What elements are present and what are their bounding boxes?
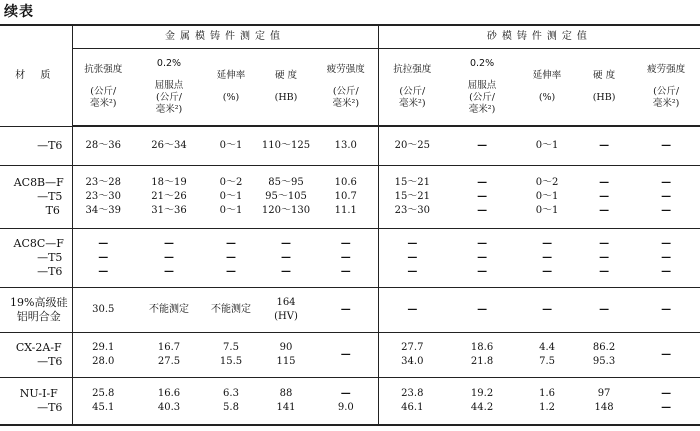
column-header-line: (公斤/ <box>90 86 117 97</box>
column-header-line: 0.2% <box>469 58 495 69</box>
material-name: —T6 <box>37 354 63 368</box>
value: 164 <box>276 296 296 308</box>
column-header-line: 硬 度 <box>274 70 298 81</box>
column-header-line: (公斤/ <box>156 92 182 103</box>
value: — <box>340 303 351 315</box>
value-cell <box>576 165 632 228</box>
value: — <box>340 387 351 399</box>
value: (HV) <box>274 310 298 322</box>
value: — <box>164 265 174 277</box>
column-header-line: 毫米²) <box>155 104 183 115</box>
column-header <box>378 49 446 127</box>
value: 23～30 <box>85 190 121 202</box>
value: 18～19 <box>151 176 187 188</box>
value: 46.1 <box>401 401 424 413</box>
column-header <box>72 49 134 127</box>
value: — <box>599 204 610 216</box>
value: 110～125 <box>261 139 311 151</box>
value: 25.8 <box>92 387 115 399</box>
column-header-line: 疲劳强度 <box>647 64 686 75</box>
value-cell <box>258 377 314 425</box>
material-name: NU-I-F <box>19 386 58 400</box>
table-row <box>0 126 700 165</box>
value: — <box>599 237 610 249</box>
value-cell <box>72 165 134 228</box>
column-header <box>518 49 576 127</box>
sand-mold-group-header: 砂模铸件测定值 <box>378 25 700 49</box>
value: 11.1 <box>334 204 357 216</box>
material-cell <box>0 126 72 165</box>
column-header <box>632 49 700 127</box>
value: 16.6 <box>157 387 181 399</box>
column-header-line: 屈服点 <box>467 80 497 91</box>
column-header-line: (%) <box>538 92 556 103</box>
material-name: —T6 <box>37 138 63 152</box>
value: — <box>281 237 291 249</box>
value: 23.8 <box>401 387 424 399</box>
value: — <box>599 265 610 277</box>
value-cell <box>258 165 314 228</box>
table-row <box>0 377 700 425</box>
value: — <box>281 251 291 263</box>
value: 20～25 <box>394 139 431 151</box>
value: 0～1 <box>219 204 243 216</box>
value: 16.7 <box>157 341 181 353</box>
value: — <box>477 303 488 315</box>
value-cell <box>378 332 446 377</box>
value-cell <box>378 377 446 425</box>
material-name: —T6 <box>37 400 63 414</box>
value: 29.1 <box>92 341 115 353</box>
value-cell <box>518 287 576 332</box>
value: 40.3 <box>157 401 181 413</box>
value-cell <box>576 377 632 425</box>
value: — <box>661 204 672 216</box>
value-cell <box>134 287 204 332</box>
value-cell <box>134 228 204 287</box>
value-cell <box>314 126 378 165</box>
value: — <box>477 251 488 263</box>
value: 28～36 <box>85 139 121 151</box>
value: 21.8 <box>470 355 494 367</box>
column-header-line: 屈服点 <box>154 80 184 91</box>
value: 不能测定 <box>211 303 251 315</box>
value-cell <box>632 287 700 332</box>
column-header-line: (公斤/ <box>469 92 496 103</box>
value: 21～26 <box>151 190 187 202</box>
material-cell <box>0 228 72 287</box>
material-name: 19%高级硅 <box>10 295 68 309</box>
value: 97 <box>597 387 611 399</box>
value-cell <box>134 165 204 228</box>
value: — <box>98 251 109 263</box>
value: — <box>477 139 488 151</box>
material-name: AC8B—F <box>13 175 64 189</box>
value-cell <box>632 332 700 377</box>
value: — <box>661 265 672 277</box>
value: — <box>661 190 672 202</box>
column-header-line: (公斤/ <box>653 86 680 97</box>
value-cell <box>576 126 632 165</box>
value-cell <box>446 377 518 425</box>
value-cell <box>258 332 314 377</box>
column-header <box>134 49 204 127</box>
value-cell <box>632 165 700 228</box>
value: 26～34 <box>151 139 187 151</box>
value: 31～36 <box>151 204 187 216</box>
value-cell <box>446 332 518 377</box>
value: — <box>542 237 553 249</box>
value: — <box>340 237 351 249</box>
value: 30.5 <box>92 303 115 315</box>
material-cell <box>0 377 72 425</box>
value: — <box>542 265 553 277</box>
value: — <box>340 251 351 263</box>
value-cell <box>314 228 378 287</box>
value: 10.6 <box>334 176 357 188</box>
value-cell <box>518 332 576 377</box>
value: 34.0 <box>401 355 424 367</box>
material-name: —T5 <box>37 189 63 203</box>
column-header <box>314 49 378 127</box>
value: 7.5 <box>539 355 556 367</box>
value-cell <box>576 287 632 332</box>
value: 23～28 <box>85 176 121 188</box>
column-header-line: 硬 度 <box>593 70 616 81</box>
table-row <box>0 332 700 377</box>
material-name: 铝明合金 <box>16 309 61 323</box>
value: 15～21 <box>394 190 431 202</box>
column-header-line: 抗拉强度 <box>393 64 432 75</box>
value-cell <box>134 377 204 425</box>
value: 19.2 <box>470 387 494 399</box>
value: — <box>226 265 236 277</box>
value-cell <box>314 165 378 228</box>
value: — <box>599 176 610 188</box>
material-name: T6 <box>45 203 60 217</box>
value-cell <box>378 126 446 165</box>
value: — <box>477 190 488 202</box>
value: 5.8 <box>223 401 239 413</box>
value: — <box>340 265 351 277</box>
value-cell <box>518 377 576 425</box>
value: — <box>226 251 236 263</box>
value: — <box>599 303 610 315</box>
value: 4.4 <box>539 341 556 353</box>
column-header-line: (%) <box>222 92 240 103</box>
value-cell <box>518 126 576 165</box>
value: 7.5 <box>223 341 239 353</box>
value-cell <box>576 332 632 377</box>
value-cell <box>258 287 314 332</box>
value: 28.0 <box>92 355 115 367</box>
value-cell <box>204 126 258 165</box>
value: 148 <box>594 401 614 413</box>
value-cell <box>72 126 134 165</box>
column-header <box>204 49 258 127</box>
value: — <box>661 387 672 399</box>
value-cell <box>378 287 446 332</box>
material-header: 材 质 <box>0 25 72 126</box>
value: 9.0 <box>337 401 354 413</box>
value: — <box>542 251 553 263</box>
value: 10.7 <box>334 190 357 202</box>
value-cell <box>72 228 134 287</box>
value-cell <box>72 377 134 425</box>
value-cell <box>378 165 446 228</box>
value: 0～2 <box>535 176 559 188</box>
value: 44.2 <box>470 401 494 413</box>
value: — <box>661 348 672 360</box>
value: 45.1 <box>92 401 115 413</box>
value: 0～1 <box>535 139 559 151</box>
value-cell <box>258 126 314 165</box>
value: — <box>407 251 418 263</box>
value-cell <box>446 126 518 165</box>
value: 88 <box>279 387 293 399</box>
column-header-line: (公斤/ <box>332 86 359 97</box>
value: — <box>477 265 488 277</box>
value: — <box>599 190 610 202</box>
value: — <box>281 265 291 277</box>
column-header <box>446 49 518 127</box>
value: 0～2 <box>219 176 243 188</box>
value: — <box>599 251 610 263</box>
value-cell <box>632 377 700 425</box>
value-cell <box>72 287 134 332</box>
value: — <box>407 265 418 277</box>
column-header-line: (HB) <box>274 92 298 103</box>
value: 0～1 <box>535 190 559 202</box>
column-header-line: 延伸率 <box>532 70 562 81</box>
value-cell <box>204 332 258 377</box>
value: — <box>340 348 351 360</box>
value-cell <box>378 228 446 287</box>
value: 85～95 <box>268 176 304 188</box>
table-row <box>0 165 700 228</box>
value: 15.5 <box>219 355 243 367</box>
column-header-line: 毫米²) <box>652 98 680 109</box>
value: — <box>661 401 672 413</box>
value: — <box>661 303 672 315</box>
metal-mold-group-header: 金属模铸件测定值 <box>72 25 378 49</box>
value: — <box>477 204 488 216</box>
value: 1.6 <box>539 387 556 399</box>
value: 95～105 <box>265 190 307 202</box>
value: — <box>661 176 672 188</box>
value: 15～21 <box>394 176 431 188</box>
value-cell <box>72 332 134 377</box>
value: 90 <box>279 341 293 353</box>
value-cell <box>204 165 258 228</box>
value: — <box>661 139 672 151</box>
column-header-line: 毫米²) <box>89 98 117 109</box>
value-cell <box>134 126 204 165</box>
column-header <box>258 49 314 127</box>
value-cell <box>314 332 378 377</box>
value: 1.2 <box>539 401 556 413</box>
table-row <box>0 287 700 332</box>
value: — <box>407 237 418 249</box>
material-name: —T6 <box>37 264 63 278</box>
value: 34～39 <box>85 204 121 216</box>
value: — <box>98 265 109 277</box>
value-cell <box>576 228 632 287</box>
value-cell <box>446 165 518 228</box>
column-header-line: (公斤/ <box>399 86 426 97</box>
column-header-line: 毫米²) <box>332 98 360 109</box>
material-cell <box>0 165 72 228</box>
value: — <box>542 303 553 315</box>
material-name: AC8C—F <box>13 236 64 250</box>
value: 不能测定 <box>149 303 189 315</box>
value: — <box>407 303 418 315</box>
value: 27.7 <box>401 341 424 353</box>
column-header-line: (HB) <box>592 92 616 103</box>
value-cell <box>518 165 576 228</box>
value: — <box>477 237 488 249</box>
value-cell <box>632 228 700 287</box>
value-cell <box>518 228 576 287</box>
value-cell <box>314 287 378 332</box>
value: 18.6 <box>470 341 494 353</box>
value: — <box>477 176 488 188</box>
column-header-line: 延伸率 <box>216 70 246 81</box>
value: 6.3 <box>223 387 239 399</box>
table-row <box>0 228 700 287</box>
column-header-line: 毫米²) <box>468 104 496 115</box>
value: 141 <box>276 401 296 413</box>
table-caption: 续表 <box>4 4 34 20</box>
value: 0～1 <box>219 139 243 151</box>
value-cell <box>446 287 518 332</box>
value-cell <box>204 287 258 332</box>
column-header-line: 毫米²) <box>399 98 426 109</box>
material-name: CX-2A-F <box>15 340 62 354</box>
value: — <box>599 139 610 151</box>
value-cell <box>446 228 518 287</box>
material-cell <box>0 287 72 332</box>
properties-table <box>0 24 700 426</box>
column-header-line: 0.2% <box>156 58 182 69</box>
value-cell <box>632 126 700 165</box>
value-cell <box>204 228 258 287</box>
value: — <box>661 251 672 263</box>
value: 86.2 <box>592 341 616 353</box>
value-cell <box>314 377 378 425</box>
value: 120～130 <box>261 204 311 216</box>
value-cell <box>258 228 314 287</box>
value: — <box>661 237 672 249</box>
column-header-line: 疲劳强度 <box>326 64 365 75</box>
value: 0～1 <box>219 190 243 202</box>
value: — <box>164 251 174 263</box>
value: 115 <box>276 355 296 367</box>
value: 0～1 <box>535 204 559 216</box>
material-name: —T5 <box>37 250 63 264</box>
value: 23～30 <box>394 204 431 216</box>
value-cell <box>134 332 204 377</box>
column-header <box>576 49 632 127</box>
value: — <box>226 237 236 249</box>
value: 13.0 <box>334 139 357 151</box>
material-cell <box>0 332 72 377</box>
value: 27.5 <box>157 355 181 367</box>
column-header-line: 抗张强度 <box>84 64 123 75</box>
value-cell <box>204 377 258 425</box>
value: — <box>164 237 174 249</box>
value: 95.3 <box>592 355 616 367</box>
value: — <box>98 237 109 249</box>
